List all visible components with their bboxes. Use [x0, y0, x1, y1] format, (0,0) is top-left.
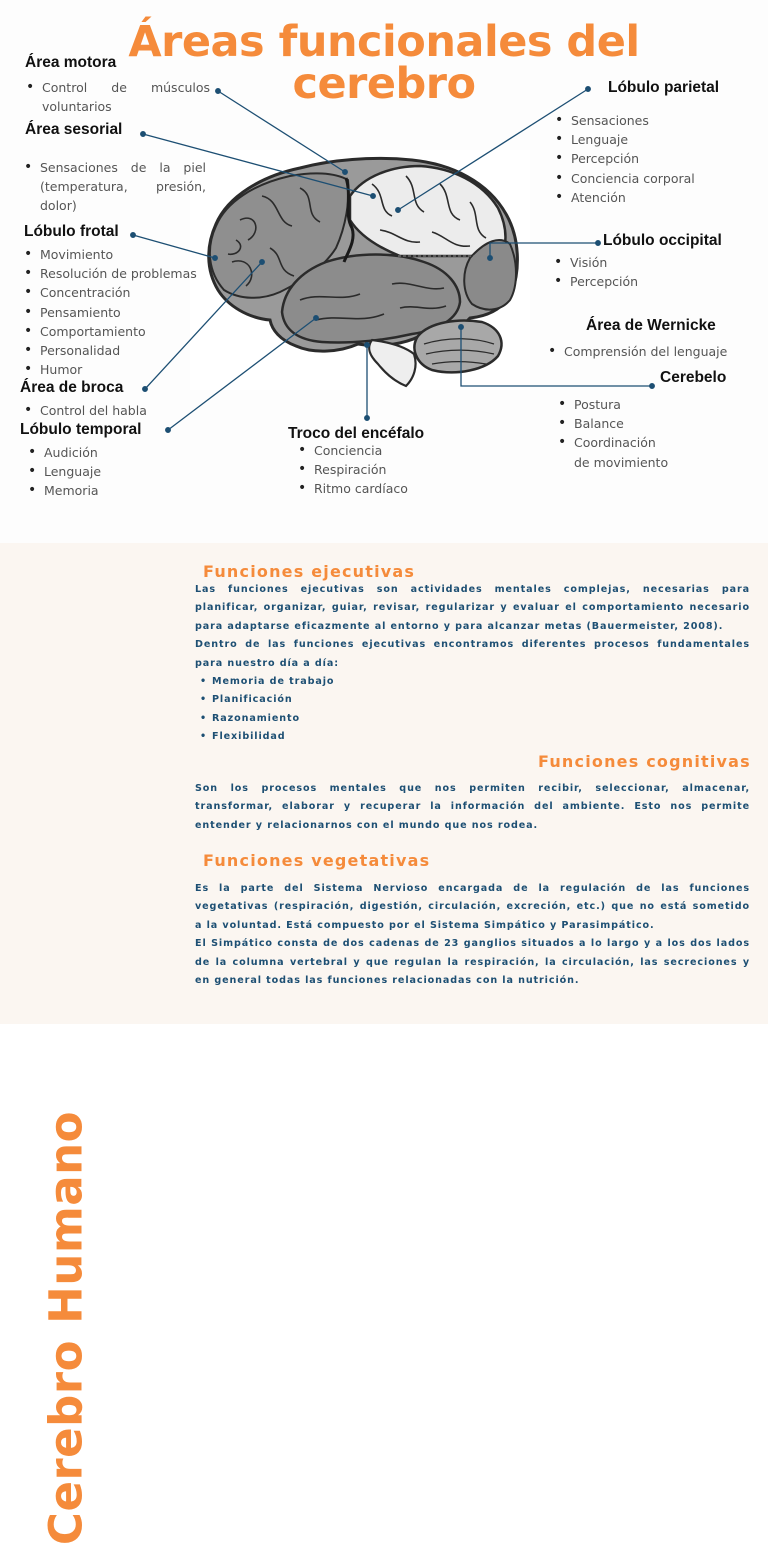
- cerebelo-label: Cerebelo: [660, 369, 727, 386]
- list-item: • Lenguaje: [555, 130, 695, 149]
- list-item: • Pensamiento: [24, 303, 197, 322]
- list-item: • Balance: [558, 414, 668, 433]
- cognitivas-heading: Funciones cognitivas: [538, 752, 751, 771]
- list-item: • Respiración: [298, 460, 408, 479]
- list-item-continuation: de movimiento: [574, 454, 669, 470]
- area-motora-list: [26, 78, 210, 116]
- page-title-line1: Áreas funcionales del: [128, 17, 640, 67]
- list-item: • Sensaciones: [555, 111, 695, 130]
- vertical-title-text: Cerebro Humano: [39, 1110, 93, 1545]
- list-item: • Concentración: [24, 283, 197, 302]
- list-item: • Conciencia: [298, 441, 408, 460]
- list-item: • Ritmo cardíaco: [298, 479, 408, 498]
- list-item: • Comportamiento: [24, 322, 197, 341]
- list-item: • Memoria de trabajo: [195, 673, 750, 691]
- vegetativas-text: [195, 880, 750, 990]
- lobulo-parietal-label: Lóbulo parietal: [608, 79, 720, 96]
- list-item: • Sensaciones de la piel (temperatura, presión, dolor): [24, 158, 206, 216]
- lobulo-occipital-list: [554, 253, 638, 291]
- list-item: • Control del habla: [24, 401, 147, 420]
- vegetativas-paragraph-2: El Simpático consta de dos cadenas de 23 ganglios situados a lo largo y a los dos lados de la columna vertebral y que regulan la respiración, la circulación, las secreciones y en general todas las funciones relacionadas con la nutrición.: [195, 938, 750, 987]
- list-item: • Audición: [28, 443, 101, 462]
- list-item: • Atención: [555, 188, 695, 207]
- list-item: • Movimiento: [24, 245, 197, 264]
- infographic-top-section: [0, 0, 768, 543]
- area-broca-list: [24, 401, 147, 420]
- list-item: • Comprensión del lenguaje: [548, 342, 727, 361]
- lobulo-parietal-list: [555, 111, 695, 207]
- list-item: • Flexibilidad: [195, 728, 750, 746]
- troco-encefalo-label: Troco del encéfalo: [288, 425, 425, 442]
- ejecutivas-list: [195, 673, 750, 747]
- list-item: • Lenguaje: [28, 462, 101, 481]
- list-item: • Humor: [24, 360, 197, 379]
- list-item: • Planificación: [195, 691, 750, 709]
- functions-section: [0, 543, 768, 1545]
- list-item: • Percepción: [554, 272, 638, 291]
- area-sesorial-list: [24, 158, 206, 216]
- list-item: • Percepción: [555, 149, 695, 168]
- cognitivas-text: [195, 780, 750, 835]
- ejecutivas-paragraph-2: Dentro de las funciones ejecutivas encontramos diferentes procesos fundamentales para nuestro día a día:: [195, 639, 750, 669]
- lobulo-occipital-label: Lóbulo occipital: [603, 232, 722, 249]
- ejecutivas-heading: Funciones ejecutivas: [203, 562, 416, 581]
- area-motora-label: Área motora: [25, 54, 117, 71]
- list-item: • Visión: [554, 253, 638, 272]
- cognitivas-paragraph-1: Son los procesos mentales que nos permiten recibir, seleccionar, almacenar, transformar, elaborar y recuperar la información del ambiente. Esto nos permite entender y relacionarnos con el mundo que nos rodea.: [195, 783, 750, 831]
- list-item: • Razonamiento: [195, 710, 750, 728]
- ejecutivas-text: [195, 581, 750, 747]
- lobulo-frotal-list: [24, 245, 197, 379]
- area-sesorial-label: Área sesorial: [25, 121, 123, 138]
- lobulo-frotal-label: Lóbulo frotal: [24, 223, 119, 240]
- area-wernicke-label: Área de Wernicke: [586, 317, 716, 334]
- list-item: • Coordinación: [558, 433, 668, 452]
- list-item: • Control de músculos voluntarios: [26, 78, 210, 116]
- area-wernicke-list: [548, 342, 727, 361]
- list-item: • Postura: [558, 395, 668, 414]
- page-title-line2: cerebro: [292, 59, 476, 109]
- vegetativas-heading: Funciones vegetativas: [203, 851, 431, 870]
- brain-drawing: [190, 150, 530, 390]
- list-item: • Memoria: [28, 481, 101, 500]
- lobulo-temporal-label: Lóbulo temporal: [20, 421, 142, 438]
- list-item: • Personalidad: [24, 341, 197, 360]
- vegetativas-paragraph-1: Es la parte del Sistema Nervioso encargada de la regulación de las funciones vegetativas (respiración, digestión, circulación, excreción, etc.) que no está sometido a la voluntad. Está compuesto por el Sistema Simpático y Parasimpático.: [195, 883, 750, 931]
- lobulo-temporal-list: [28, 443, 101, 501]
- list-item: • Resolución de problemas: [24, 264, 197, 283]
- cerebelo-list: [558, 395, 668, 472]
- ejecutivas-paragraph-1: Las funciones ejecutivas son actividades mentales complejas, necesarias para planificar, organizar, guiar, revisar, regularizar y evaluar el comportamiento necesario para adaptarse eficazmente al entorno y para alcanzar metas (Bauermeister, 2008).: [195, 584, 750, 632]
- troco-encefalo-list: [298, 441, 408, 499]
- area-broca-label: Área de broca: [20, 379, 124, 396]
- list-item: • Conciencia corporal: [555, 169, 695, 188]
